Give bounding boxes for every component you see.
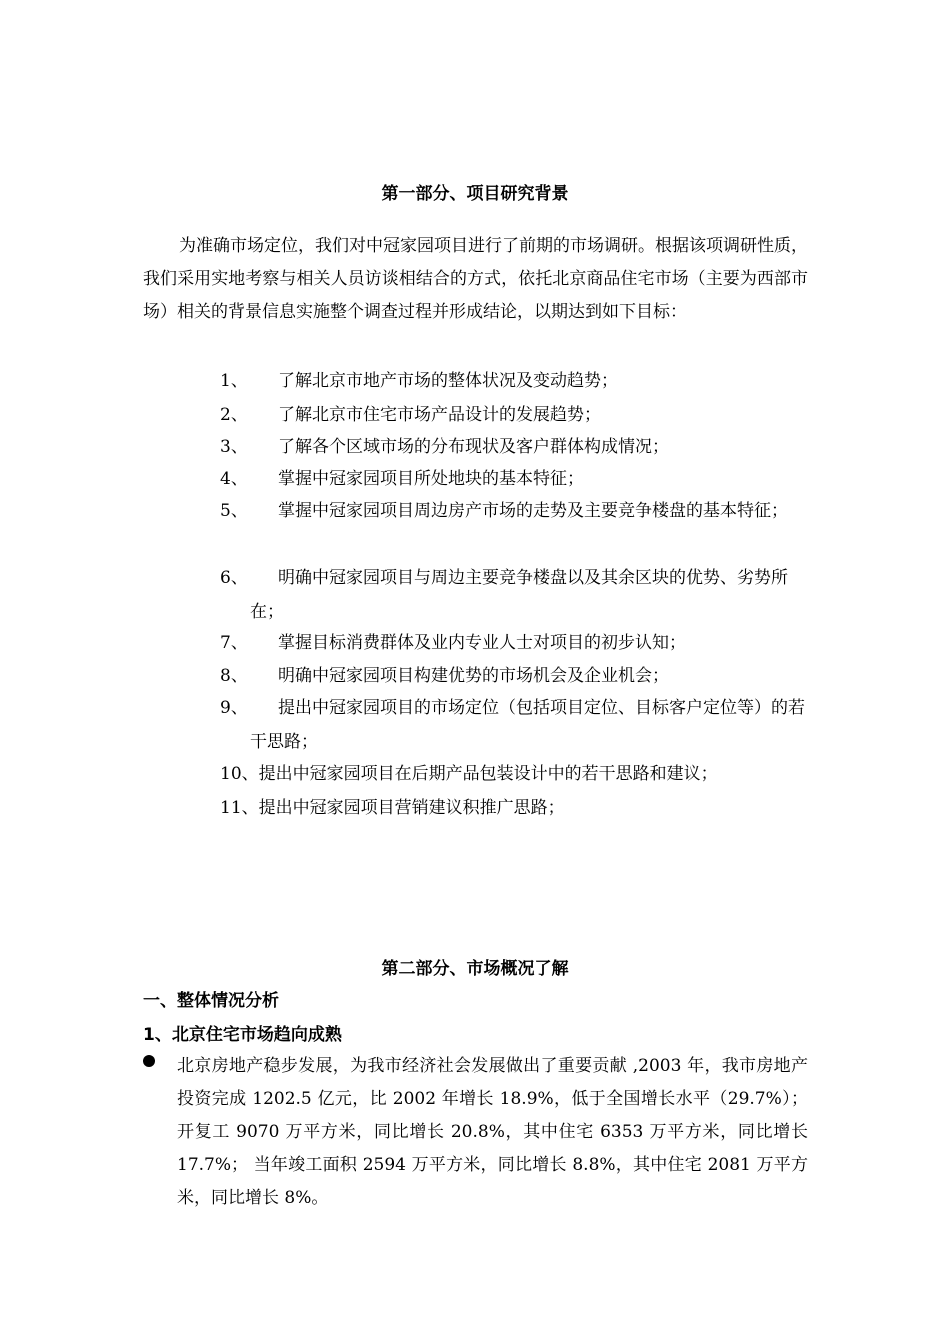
goal-text: 明确中冠家园项目构建优势的市场机会及企业机会；: [278, 666, 669, 686]
goal-item: [220, 659, 808, 693]
subsection-heading: 1、北京住宅市场趋向成熟: [143, 1025, 342, 1045]
goal-text: 提出中冠家园项目营销建议积推广思路；: [258, 798, 565, 818]
goal-text: 了解各个区域市场的分布现状及客户群体构成情况；: [278, 437, 669, 457]
bullet-dot: [143, 1055, 155, 1067]
intro-paragraph: [143, 230, 808, 329]
goal-number: 1、: [220, 371, 248, 391]
goal-text: 提出中冠家园项目在后期产品包装设计中的若干思路和建议；: [258, 764, 718, 784]
goal-text: 了解北京市住宅市场产品设计的发展趋势；: [278, 405, 601, 425]
part1-title: 第一部分、项目研究背景: [381, 184, 569, 204]
goal-item: [220, 398, 808, 432]
goal-number: 7、: [220, 633, 248, 653]
goal-number: 11、: [220, 798, 259, 818]
goal-text: 明确中冠家园项目与周边主要竞争楼盘以及其余区块的优势、劣势所在；: [250, 568, 788, 622]
goal-item: [220, 757, 808, 791]
part2-title: 第二部分、市场概况了解: [381, 959, 569, 979]
goal-number: 9、: [220, 698, 248, 718]
bullet-paragraph: 北京房地产稳步发展，为我市经济社会发展做出了重要贡献 ,2003 年，我市房地产投资完成 1202.5 亿元，比 2002 年增长 18.9%，低于全国增长水平（29.7%）； 开复工 9070 万平方米，同比增长 20.8%，其中住宅 6353 万平方米，同比增长 17.7%； 当年竣工面积 2594 万平方米，同比增长 8.8%，其中住宅 2081 万平方米，同比增长 8%。: [177, 1056, 808, 1208]
goal-number: 2、: [220, 405, 248, 425]
goal-text: 掌握中冠家园项目所处地块的基本特征；: [278, 469, 584, 489]
goal-number: 10、: [220, 764, 259, 784]
goal-number: 5、: [220, 501, 248, 521]
goal-text: 了解北京市地产市场的整体状况及变动趋势；: [278, 371, 618, 391]
goal-item: [220, 494, 808, 528]
goal-item: [220, 691, 808, 759]
goal-number: 8、: [220, 666, 248, 686]
goal-item: [220, 430, 808, 464]
section-heading: 一、整体情况分析: [143, 991, 279, 1011]
goal-number: 3、: [220, 437, 248, 457]
goal-text: 掌握中冠家园项目周边房产市场的走势及主要竞争楼盘的基本特征；: [278, 501, 788, 521]
goal-item: [220, 462, 808, 496]
goal-number: 6、: [220, 568, 248, 588]
goal-item: [220, 626, 808, 660]
goal-item: [220, 561, 808, 629]
intro-text: 为准确市场定位，我们对中冠家园项目进行了前期的市场调研。根据该项调研性质，我们采用实地考察与相关人员访谈相结合的方式，依托北京商品住宅市场（主要为西部市场）相关的背景信息实施整个调查过程并形成结论，以期达到如下目标：: [143, 236, 808, 322]
goal-item: [220, 364, 808, 398]
goal-text: 提出中冠家园项目的市场定位（包括项目定位、目标客户定位等）的若干思路；: [250, 698, 805, 752]
goal-item: [220, 791, 808, 825]
goal-text: 掌握目标消费群体及业内专业人士对项目的初步认知；: [278, 633, 686, 653]
goal-number: 4、: [220, 469, 248, 489]
